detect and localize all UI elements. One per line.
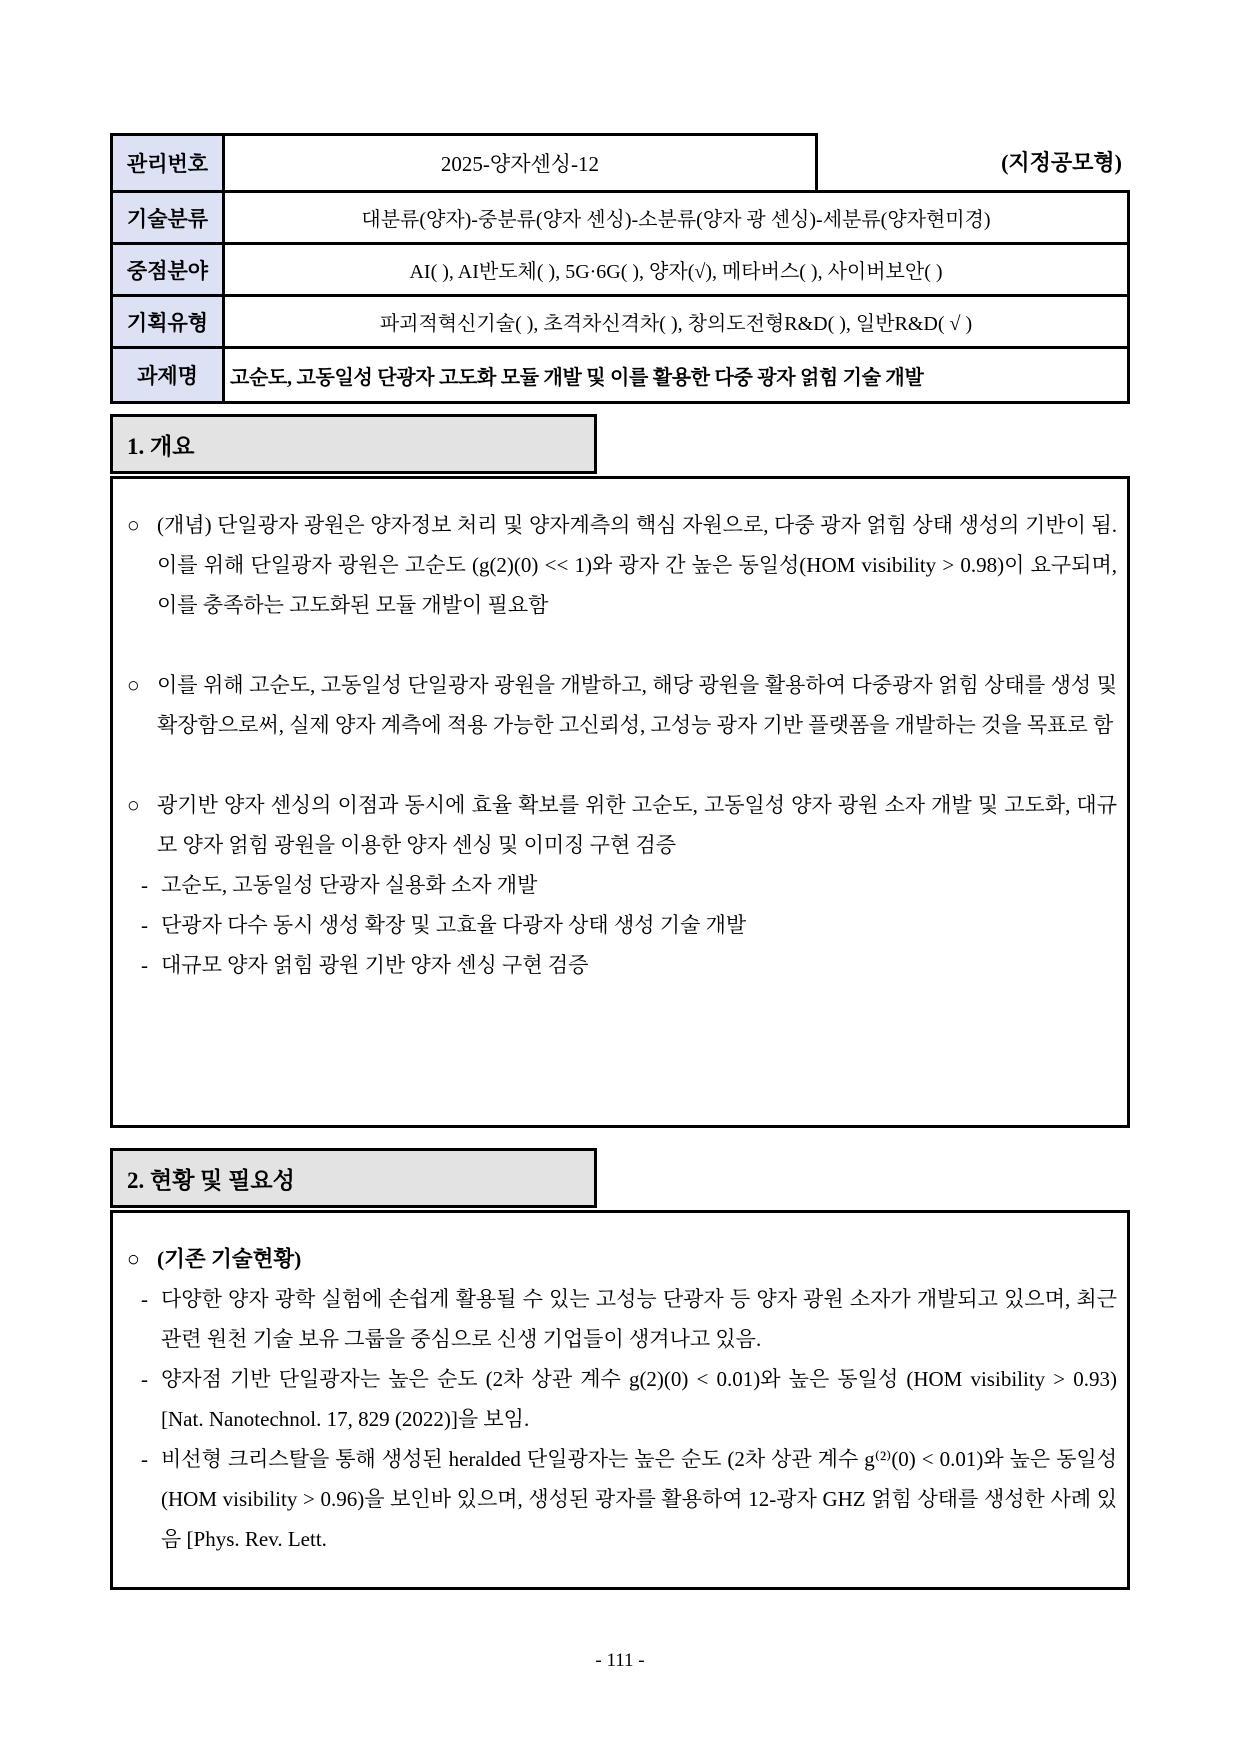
dash-bullet-icon: -	[141, 873, 148, 897]
management-number-value: 2025-양자센싱-12	[440, 152, 600, 176]
circle-bullet-icon: ○	[127, 513, 140, 537]
section2-dash-3	[127, 1439, 1119, 1559]
section1-content-box	[110, 476, 1130, 1128]
section1-header: 1. 개요	[110, 414, 597, 474]
section1-bullet-1-text: (개념) 단일광자 광원은 양자정보 처리 및 양자계측의 핵심 자원으로, 다중 광자 얽힘 상태 생성의 기반이 됨. 이를 위해 단일광자 광원은 고순도 (g(2)(0) << 1)와 광자 간 높은 동일성(HOM visibility > 0.98)이 요구되며, 이를 충족하는 고도화된 모듈 개발이 필요함	[157, 513, 1117, 617]
planning-type-value: 파괴적혁신기술( ), 초격차신격차( ), 창의도전형R&D( ), 일반R&D( √ )	[379, 313, 973, 335]
focus-area-label: 중점분야	[113, 245, 225, 294]
section2-dash-3-text: 비선형 크리스탈을 통해 생성된 heralded 단일광자는 높은 순도 (2차 상관 계수 g⁽²⁾(0) < 0.01)와 높은 동일성 (HOM visibility > 0.96)을 보인바 있으며, 생성된 광자를 활용하여 12-광자 GHZ 얽힘 상태를 생성한 사례 있음 [Phys. Rev. Lett.	[161, 1447, 1117, 1551]
circle-bullet-icon: ○	[127, 673, 140, 697]
tech-classification-label: 기술분류	[113, 193, 225, 242]
section1-bullet-1	[127, 505, 1119, 625]
dash-bullet-icon: -	[141, 913, 148, 937]
management-number-cell-group	[110, 133, 818, 190]
section2-dash-2-text: 양자점 기반 단일광자는 높은 순도 (2차 상관 계수 g(2)(0) < 0.01)와 높은 동일성 (HOM visibility > 0.93) [Nat. Nanotechnol. 17, 829 (2022)]을 보임.	[161, 1367, 1117, 1431]
focus-area-value: AI( ), AI반도체( ), 5G·6G( ), 양자(√), 메타버스( ), 사이버보안( )	[409, 261, 943, 283]
dash-bullet-icon: -	[141, 953, 148, 977]
section2-subheading	[127, 1239, 1119, 1279]
management-number-label: 관리번호	[113, 136, 225, 190]
section2-subheading-text: (기존 기술현황)	[157, 1247, 302, 1271]
section2-content-box	[110, 1210, 1130, 1590]
page-number: - 111 -	[595, 1650, 645, 1671]
info-table-row-planning-type	[113, 297, 1127, 349]
section2-dash-1-text: 다양한 양자 광학 실험에 손쉽게 활용될 수 있는 고성능 단광자 등 양자 광원 소자가 개발되고 있으며, 최근 관련 원천 기술 보유 그룹을 중심으로 신생 기업들이 생겨나고 있음.	[161, 1287, 1117, 1351]
circle-bullet-icon: ○	[127, 1247, 140, 1271]
section1-dash-2	[127, 905, 1119, 945]
info-table-row-management-number	[110, 133, 1130, 190]
section1-bullet-3-text: 광기반 양자 센싱의 이점과 동시에 효율 확보를 위한 고순도, 고동일성 양자 광원 소자 개발 및 고도화, 대규모 양자 얽힘 광원을 이용한 양자 센싱 및 이미징 구현 검증	[157, 793, 1117, 857]
dash-bullet-icon: -	[141, 1367, 148, 1391]
project-title-value: 고순도, 고동일성 단광자 고도화 모듈 개발 및 이를 활용한 다중 광자 얽힘 기술 개발	[230, 366, 924, 389]
circle-bullet-icon: ○	[127, 793, 140, 817]
project-title-label: 과제명	[113, 349, 225, 401]
info-table-row-focus-area	[113, 245, 1127, 297]
designated-call-type-tag: (지정공모형)	[1001, 150, 1122, 175]
info-table	[110, 190, 1130, 404]
section1-bullet-3	[127, 785, 1119, 865]
section1-bullet-2-text: 이를 위해 고순도, 고동일성 단일광자 광원을 개발하고, 해당 광원을 활용하여 다중광자 얽힘 상태를 생성 및 확장함으로써, 실제 양자 계측에 적용 가능한 고신뢰성, 고성능 광자 기반 플랫폼을 개발하는 것을 목표로 함	[157, 673, 1117, 737]
tech-classification-value: 대분류(양자)-중분류(양자 센싱)-소분류(양자 광 센싱)-세분류(양자현미경)	[361, 209, 991, 231]
section2-header: 2. 현황 및 필요성	[110, 1148, 597, 1208]
dash-bullet-icon: -	[141, 1287, 148, 1311]
info-table-row-project-title	[113, 349, 1127, 401]
section1-dash-3-text: 대규모 양자 얽힘 광원 기반 양자 센싱 구현 검증	[161, 953, 589, 977]
info-table-row-tech-classification	[113, 193, 1127, 245]
section2-dash-2	[127, 1359, 1119, 1439]
dash-bullet-icon: -	[141, 1447, 148, 1471]
section1-dash-2-text: 단광자 다수 동시 생성 확장 및 고효율 다광자 상태 생성 기술 개발	[161, 913, 747, 937]
section1-dash-1-text: 고순도, 고동일성 단광자 실용화 소자 개발	[161, 873, 538, 897]
section1-dash-1	[127, 865, 1119, 905]
section1-bullet-2	[127, 665, 1119, 745]
section1-dash-3	[127, 945, 1119, 985]
planning-type-label: 기획유형	[113, 297, 225, 346]
section2-dash-1	[127, 1279, 1119, 1359]
